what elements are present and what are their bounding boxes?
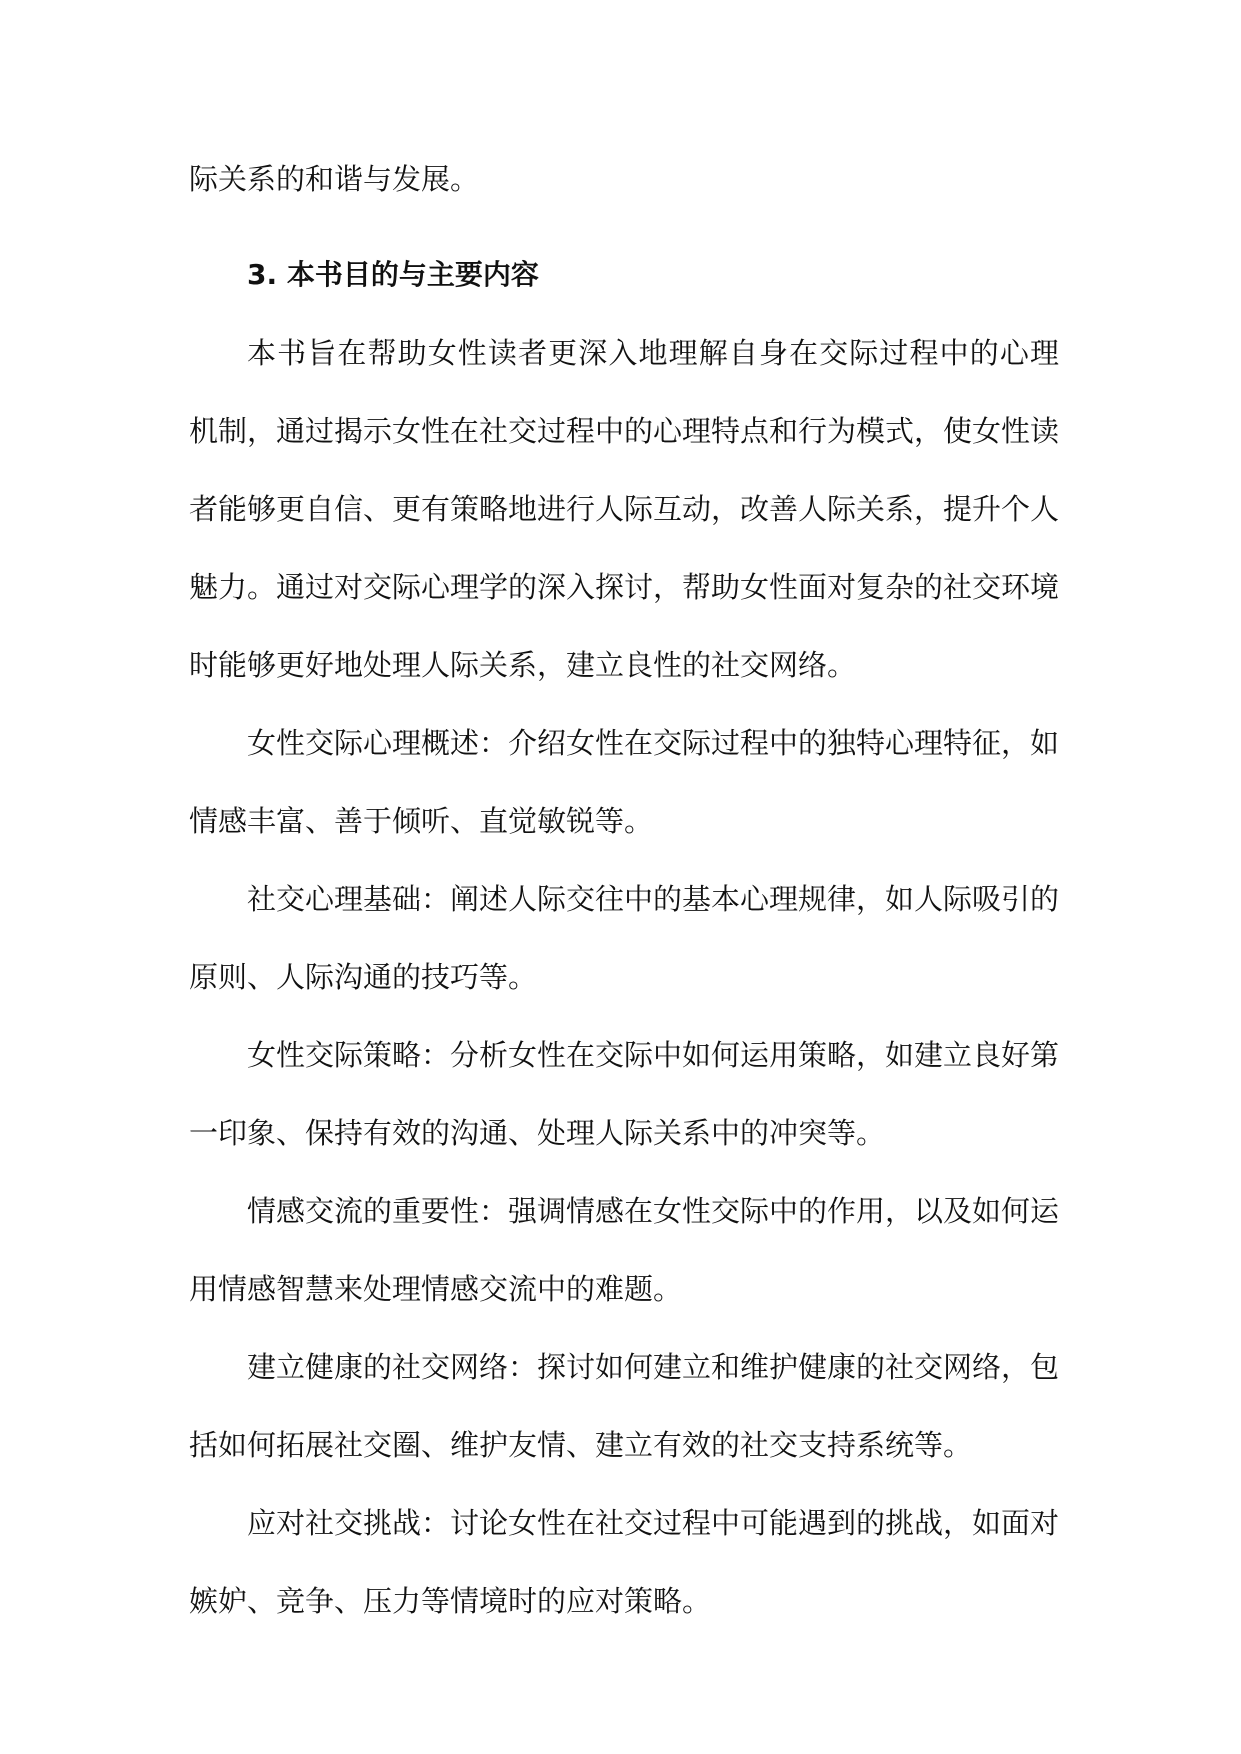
text-body (189, 140, 1059, 1640)
paragraph-line: 原则、人际沟通的技巧等。 (189, 960, 538, 994)
opening-fragment: 际关系的和谐与发展。 (189, 162, 480, 196)
paragraph-emotional-exchange (189, 1172, 1059, 1328)
paragraph-line: 女性交际策略：分析女性在交际中如何运用策略，如建立良好第 (247, 1038, 1060, 1072)
section-heading: 3. 本书目的与主要内容 (247, 258, 539, 291)
paragraph-line: 者能够更自信、更有策略地进行人际互动，改善人际关系，提升个人 (189, 492, 1060, 526)
paragraph-line: 情感交流的重要性：强调情感在女性交际中的作用，以及如何运 (247, 1194, 1060, 1228)
paragraph-line: 建立健康的社交网络：探讨如何建立和维护健康的社交网络，包 (247, 1350, 1060, 1384)
paragraph-line: 社交心理基础：阐述人际交往中的基本心理规律，如人际吸引的 (247, 882, 1060, 916)
paragraph-line: 用情感智慧来处理情感交流中的难题。 (189, 1272, 683, 1306)
paragraph-line: 嫉妒、竞争、压力等情境时的应对策略。 (189, 1584, 712, 1618)
paragraph-line: 括如何拓展社交圈、维护友情、建立有效的社交支持系统等。 (189, 1428, 973, 1462)
paragraph-line: 应对社交挑战：讨论女性在社交过程中可能遇到的挑战，如面对 (247, 1506, 1060, 1540)
paragraph-line: 时能够更好地处理人际关系，建立良性的社交网络。 (189, 648, 857, 682)
paragraph-line: 魅力。通过对交际心理学的深入探讨，帮助女性面对复杂的社交环境 (189, 570, 1060, 604)
paragraph-line: 情感丰富、善于倾听、直觉敏锐等。 (189, 804, 654, 838)
paragraph-line: 本书旨在帮助女性读者更深入地理解自身在交际过程中的心理 (247, 336, 1059, 370)
paragraph-line: 一印象、保持有效的沟通、处理人际关系中的冲突等。 (189, 1116, 886, 1150)
paragraph-social-basics (189, 860, 1059, 1016)
paragraph-line: 女性交际心理概述：介绍女性在交际过程中的独特心理特征，如 (247, 726, 1060, 760)
paragraph-purpose (189, 314, 1059, 704)
paragraph-social-network (189, 1328, 1059, 1484)
paragraph-strategies (189, 1016, 1059, 1172)
paragraph-challenges (189, 1484, 1059, 1640)
paragraph-line: 机制，通过揭示女性在社交过程中的心理特点和行为模式，使女性读 (189, 414, 1060, 448)
paragraph-overview (189, 704, 1059, 860)
